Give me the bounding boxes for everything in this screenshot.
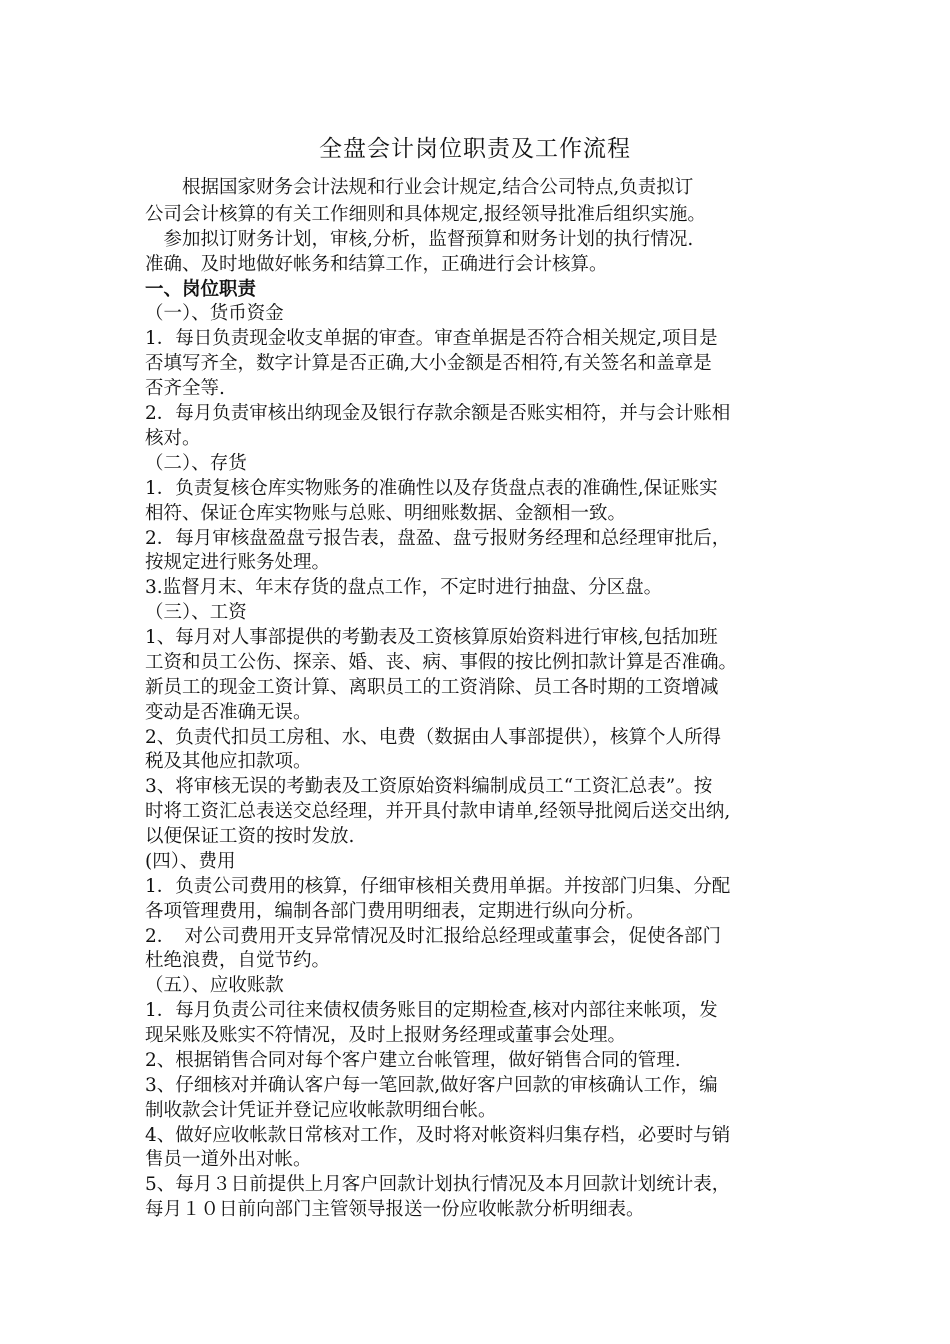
body-line: 相符、保证仓库实物账与总账、明细账数据、金额相一致。 (145, 503, 627, 524)
subsection-heading: （五）、应收账款 (145, 975, 284, 996)
body-line: 时将工资汇总表送交总经理，并开具付款申请单,经领导批阅后送交出纳, (145, 801, 731, 822)
subsection-heading: (四）、费用 (145, 851, 236, 872)
subsection-heading: （一）、货币资金 (145, 303, 284, 324)
intro-paragraph-line: 公司会计核算的有关工作细则和具体规定,报经领导批准后组织实施。 (145, 204, 706, 225)
section-heading: 一、岗位职责 (145, 279, 257, 300)
intro-paragraph-line: 根据国家财务会计法规和行业会计规定,结合公司特点,负责拟订 (145, 177, 694, 198)
body-line: 2、根据销售合同对每个客户建立台帐管理，做好销售合同的管理. (145, 1050, 681, 1071)
body-line: 按规定进行账务处理。 (145, 552, 331, 573)
body-line: 工资和员工公伤、探亲、婚、丧、病、事假的按比例扣款计算是否准确。 (145, 652, 738, 673)
body-line: 税及其他应扣款项。 (145, 751, 312, 772)
body-line: 1．每日负责现金收支单据的审查。审查单据是否符合相关规定,项目是 (145, 328, 718, 349)
body-line: 1．负责复核仓库实物账务的准确性以及存货盘点表的准确性,保证账实 (145, 478, 718, 499)
intro-paragraph-line: 准确、及时地做好帐务和结算工作，正确进行会计核算。 (145, 254, 608, 275)
body-line: 1．每月负责公司往来债权债务账目的定期检查,核对内部往来帐项，发 (145, 1000, 718, 1021)
body-line: 核对。 (145, 428, 201, 449)
body-line: 现呆账及账实不符情况，及时上报财务经理或董事会处理。 (145, 1025, 627, 1046)
body-line: 每月１０日前向部门主管领导报送一份应收帐款分析明细表。 (145, 1199, 645, 1220)
intro-paragraph-line: 参加拟订财务计划，审核,分析，监督预算和财务计划的执行情况. (145, 229, 694, 250)
body-line: 各项管理费用，编制各部门费用明细表，定期进行纵向分析。 (145, 901, 645, 922)
subsection-heading: （三）、工资 (145, 602, 247, 623)
body-line: 5、每月３日前提供上月客户回款计划执行情况及本月回款计划统计表， (145, 1174, 731, 1195)
body-line: 以便保证工资的按时发放. (145, 826, 355, 847)
body-line: 3.监督月末、年末存货的盘点工作，不定时进行抽盘、分区盘。 (145, 577, 663, 598)
body-line: 2．每月负责审核出纳现金及银行存款余额是否账实相符，并与会计账相 (145, 403, 731, 424)
body-line: 否齐全等. (145, 378, 225, 399)
body-line: 2、负责代扣员工房租、水、电费（数据由人事部提供），核算个人所得 (145, 727, 722, 748)
body-line: 2．每月审核盘盈盘亏报告表，盘盈、盘亏报财务经理和总经理审批后， (145, 528, 731, 549)
body-line: 1．负责公司费用的核算，仔细审核相关费用单据。并按部门归集、分配 (145, 876, 731, 897)
body-line: 2． 对公司费用开支异常情况及时汇报给总经理或董事会，促使各部门 (145, 926, 722, 947)
body-line: 制收款会计凭证并登记应收帐款明细台帐。 (145, 1100, 497, 1121)
body-line: 售员一道外出对帐。 (145, 1149, 312, 1170)
body-line: 杜绝浪费，自觉节约。 (145, 950, 331, 971)
document-title: 全盘会计岗位职责及工作流程 (319, 136, 631, 162)
body-line: 1、每月对人事部提供的考勤表及工资核算原始资料进行审核,包括加班 (145, 627, 718, 648)
body-line: 变动是否准确无误。 (145, 702, 312, 723)
body-line: 否填写齐全，数字计算是否正确,大小金额是否相符,有关签名和盖章是 (145, 353, 712, 374)
body-line: 新员工的现金工资计算、离职员工的工资消除、员工各时期的工资增减 (145, 677, 719, 698)
body-line: 3、将审核无误的考勤表及工资原始资料编制成员工“工资汇总表”。按 (145, 776, 713, 797)
body-line: 3、仔细核对并确认客户每一笔回款,做好客户回款的审核确认工作，编 (145, 1075, 718, 1096)
subsection-heading: （二）、存货 (145, 453, 247, 474)
body-line: 4、做好应收帐款日常核对工作，及时将对帐资料归集存档，必要时与销 (145, 1125, 731, 1146)
